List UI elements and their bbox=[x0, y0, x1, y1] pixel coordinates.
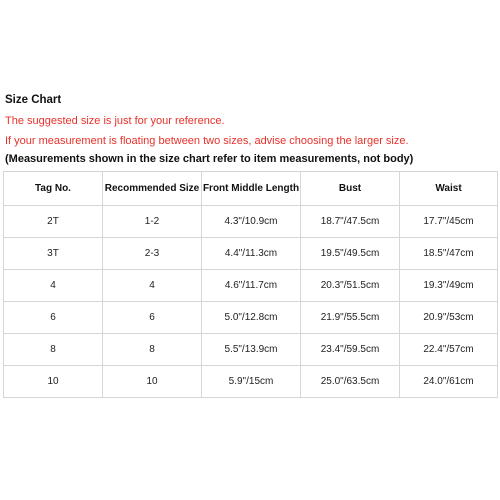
cell-recommended-size: 1-2 bbox=[103, 206, 202, 238]
header-tag-no: Tag No. bbox=[4, 172, 103, 206]
page-title: Size Chart bbox=[5, 94, 62, 106]
table-row bbox=[4, 206, 498, 238]
header-waist: Waist bbox=[400, 172, 498, 206]
cell-tag-no: 6 bbox=[4, 302, 103, 334]
cell-bust: 18.7"/47.5cm bbox=[301, 206, 400, 238]
cell-recommended-size: 2-3 bbox=[103, 238, 202, 270]
cell-front-middle-length: 4.6"/11.7cm bbox=[202, 270, 301, 302]
cell-recommended-size: 4 bbox=[103, 270, 202, 302]
cell-recommended-size: 6 bbox=[103, 302, 202, 334]
cell-waist: 18.5"/47cm bbox=[400, 238, 498, 270]
cell-front-middle-length: 5.0"/12.8cm bbox=[202, 302, 301, 334]
cell-recommended-size: 10 bbox=[103, 366, 202, 398]
table-row bbox=[4, 302, 498, 334]
cell-tag-no: 8 bbox=[4, 334, 103, 366]
header-recommended-size: Recommended Size bbox=[103, 172, 202, 206]
cell-bust: 23.4"/59.5cm bbox=[301, 334, 400, 366]
cell-recommended-size: 8 bbox=[103, 334, 202, 366]
table-header-row bbox=[4, 172, 498, 206]
header-bust: Bust bbox=[301, 172, 400, 206]
cell-tag-no: 4 bbox=[4, 270, 103, 302]
table-row bbox=[4, 238, 498, 270]
table-row bbox=[4, 270, 498, 302]
cell-bust: 20.3"/51.5cm bbox=[301, 270, 400, 302]
cell-waist: 17.7"/45cm bbox=[400, 206, 498, 238]
cell-front-middle-length: 4.4"/11.3cm bbox=[202, 238, 301, 270]
cell-front-middle-length: 5.5"/13.9cm bbox=[202, 334, 301, 366]
cell-waist: 20.9"/53cm bbox=[400, 302, 498, 334]
cell-waist: 24.0"/61cm bbox=[400, 366, 498, 398]
cell-bust: 21.9"/55.5cm bbox=[301, 302, 400, 334]
cell-waist: 22.4"/57cm bbox=[400, 334, 498, 366]
header-front-middle-length: Front Middle Length bbox=[202, 172, 301, 206]
cell-front-middle-length: 5.9"/15cm bbox=[202, 366, 301, 398]
size-chart-table bbox=[3, 171, 498, 398]
cell-bust: 25.0"/63.5cm bbox=[301, 366, 400, 398]
cell-front-middle-length: 4.3"/10.9cm bbox=[202, 206, 301, 238]
sizing-advice-note: If your measurement is floating between two sizes, advise choosing the larger size. bbox=[5, 135, 409, 147]
cell-bust: 19.5"/49.5cm bbox=[301, 238, 400, 270]
reference-note: The suggested size is just for your reference. bbox=[5, 115, 225, 127]
cell-tag-no: 10 bbox=[4, 366, 103, 398]
table-row bbox=[4, 366, 498, 398]
cell-tag-no: 3T bbox=[4, 238, 103, 270]
cell-tag-no: 2T bbox=[4, 206, 103, 238]
table-row bbox=[4, 334, 498, 366]
measurement-note: (Measurements shown in the size chart refer to item measurements, not body) bbox=[5, 153, 414, 165]
cell-waist: 19.3"/49cm bbox=[400, 270, 498, 302]
